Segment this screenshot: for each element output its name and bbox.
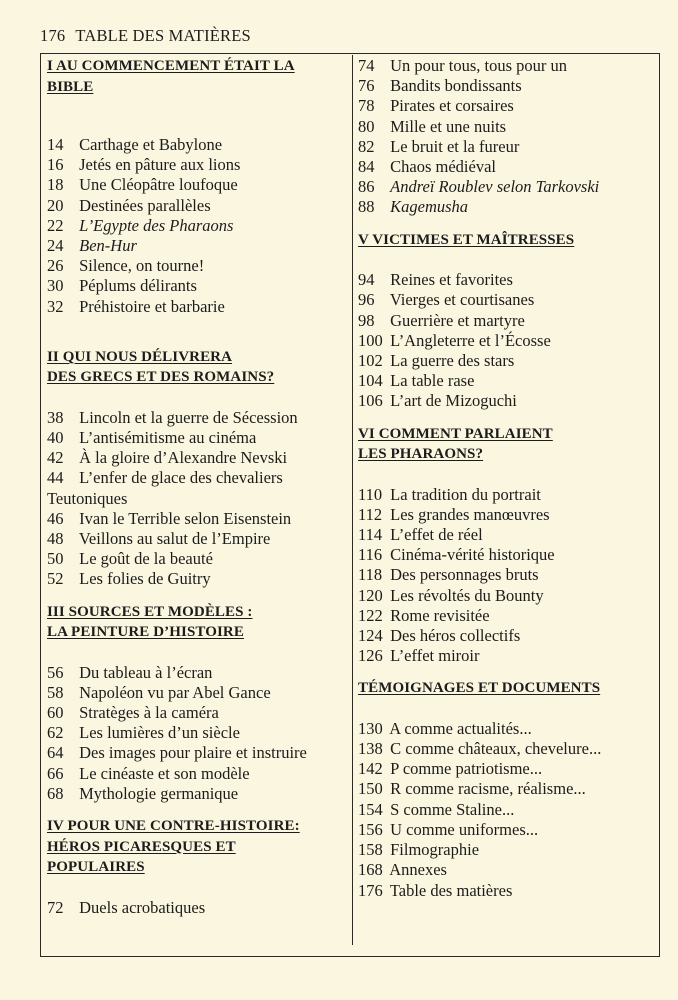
entry-page: 52 bbox=[47, 569, 64, 589]
section-title-line: BIBLE bbox=[47, 78, 94, 95]
entry-title: L’Angleterre et l’Écosse bbox=[390, 330, 551, 350]
entry-title: Andreï Roublev selon Tarkovski bbox=[390, 177, 600, 197]
toc-entry bbox=[47, 408, 347, 428]
toc-entry bbox=[358, 76, 654, 96]
entry-page: 112 bbox=[358, 504, 383, 524]
entry-title: Kagemusha bbox=[390, 197, 469, 217]
entry-page: 100 bbox=[358, 330, 383, 350]
toc-entry bbox=[47, 175, 347, 195]
entry-title: Stratèges à la caméra bbox=[79, 703, 219, 723]
toc-entry bbox=[358, 371, 654, 391]
toc-entry bbox=[47, 703, 347, 723]
toc-entry bbox=[47, 256, 347, 276]
entry-title: S comme Staline... bbox=[390, 799, 515, 819]
entry-title: L’Egypte des Pharaons bbox=[79, 215, 234, 235]
entry-page: 46 bbox=[47, 508, 64, 528]
entry-page: 86 bbox=[358, 177, 375, 197]
entry-title: Duels acrobatiques bbox=[79, 897, 206, 917]
entry-title: L’antisémitisme au cinéma bbox=[79, 428, 257, 448]
entry-page: 50 bbox=[47, 549, 64, 569]
entry-page: 68 bbox=[47, 783, 64, 803]
toc-entry bbox=[47, 276, 347, 296]
entry-title: Bandits bondissants bbox=[390, 76, 522, 96]
toc-entry bbox=[47, 135, 347, 155]
section-title-line: LA PEINTURE D’HISTOIRE bbox=[47, 624, 244, 641]
toc-entry bbox=[358, 177, 654, 197]
entry-page: 168 bbox=[358, 860, 383, 880]
section-title bbox=[47, 56, 347, 97]
entry-page: 122 bbox=[358, 605, 383, 625]
entry-page: 56 bbox=[47, 662, 64, 682]
toc-entry bbox=[47, 723, 347, 743]
toc-entry bbox=[358, 485, 654, 505]
toc-right-column bbox=[358, 56, 654, 901]
toc-entry bbox=[47, 549, 347, 569]
section-title bbox=[358, 424, 654, 465]
toc-entry bbox=[358, 137, 654, 157]
page-title: TABLE DES MATIÈRES bbox=[75, 26, 251, 45]
entry-page: 62 bbox=[47, 723, 64, 743]
toc-entry bbox=[358, 331, 654, 351]
entry-page: 126 bbox=[358, 646, 383, 666]
entry-title: À la gloire d’Alexandre Nevski bbox=[79, 448, 288, 468]
entry-page: 110 bbox=[358, 484, 383, 504]
entry-page: 64 bbox=[47, 743, 64, 763]
entry-title: Table des matières bbox=[389, 880, 513, 900]
entry-title: Des images pour plaire et instruire bbox=[79, 743, 307, 763]
entry-title: La table rase bbox=[390, 371, 475, 391]
entry-title: R comme racisme, réalisme... bbox=[390, 779, 586, 799]
entry-title: Le cinéaste et son modèle bbox=[79, 763, 250, 783]
toc-entry bbox=[358, 290, 654, 310]
entry-title: L’art de Mizoguchi bbox=[390, 391, 517, 411]
toc-entry bbox=[358, 626, 654, 646]
toc-entry bbox=[358, 545, 654, 565]
entry-title: Carthage et Babylone bbox=[79, 135, 223, 154]
toc-entry bbox=[358, 739, 654, 759]
entry-title: Cinéma-vérité historique bbox=[390, 545, 555, 565]
entry-page: 98 bbox=[358, 310, 375, 330]
toc-entry bbox=[358, 270, 654, 290]
entry-title: A comme actualités... bbox=[389, 718, 532, 738]
entry-page: 118 bbox=[358, 565, 383, 585]
entry-page: 24 bbox=[47, 236, 64, 256]
section-title-line: DES GRECS ET DES ROMAINS? bbox=[47, 369, 275, 386]
entry-title: Jetés en pâture aux lions bbox=[79, 155, 241, 175]
entry-title: Les folies de Guitry bbox=[79, 569, 211, 589]
section-title-line: II QUI NOUS DÉLIVRERA bbox=[47, 348, 233, 365]
toc-entry bbox=[358, 56, 654, 76]
entry-title: Reines et favorites bbox=[390, 270, 513, 290]
entry-title: L’effet de réel bbox=[390, 524, 483, 544]
section-title-line: TÉMOIGNAGES ET DOCUMENTS bbox=[358, 680, 601, 697]
toc-entry bbox=[358, 525, 654, 545]
section-title-line: III SOURCES ET MODÈLES : bbox=[47, 603, 253, 620]
entry-page: 30 bbox=[47, 276, 64, 296]
toc-entry bbox=[47, 764, 347, 784]
section-title-line: I AU COMMENCEMENT ÉTAIT LA bbox=[47, 58, 295, 74]
entry-title: Des personnages bruts bbox=[390, 565, 539, 585]
toc-entry bbox=[47, 448, 347, 468]
entry-page: 88 bbox=[358, 197, 375, 217]
section-title bbox=[47, 347, 347, 388]
entry-page: 22 bbox=[47, 215, 64, 235]
toc-entry bbox=[358, 820, 654, 840]
entry-page: 74 bbox=[358, 56, 375, 75]
toc-entry bbox=[47, 155, 347, 175]
entry-page: 84 bbox=[358, 157, 375, 177]
toc-left-column bbox=[47, 56, 347, 918]
page-number: 176 bbox=[40, 26, 66, 45]
toc-entry bbox=[47, 784, 347, 804]
entry-page: 154 bbox=[358, 799, 383, 819]
entry-title: Du tableau à l’écran bbox=[79, 662, 213, 682]
toc-entry bbox=[358, 565, 654, 585]
entry-title: L’enfer de glace des chevaliers bbox=[79, 468, 283, 488]
entry-title: Filmographie bbox=[390, 840, 480, 860]
entry-page: 38 bbox=[47, 407, 64, 427]
entry-title: Veillons au salut de l’Empire bbox=[78, 529, 271, 549]
entry-title: Lincoln et la guerre de Sécession bbox=[79, 407, 298, 427]
entry-page: 104 bbox=[358, 371, 383, 391]
entry-title: Ben-Hur bbox=[79, 236, 137, 256]
toc-entry bbox=[358, 860, 654, 880]
entry-page: 60 bbox=[47, 703, 64, 723]
entry-page: 48 bbox=[47, 529, 64, 549]
toc-entry bbox=[358, 117, 654, 137]
toc-entry bbox=[47, 898, 347, 918]
entry-title: La tradition du portrait bbox=[390, 484, 541, 504]
toc-entry bbox=[47, 196, 347, 216]
toc-entry bbox=[358, 586, 654, 606]
entry-title: U comme uniformes... bbox=[390, 819, 539, 839]
entry-page: 130 bbox=[358, 718, 383, 738]
entry-title: Napoléon vu par Abel Gance bbox=[79, 682, 271, 702]
toc-entry bbox=[358, 646, 654, 666]
entry-title: C comme châteaux, chevelure... bbox=[390, 739, 602, 759]
entry-page: 16 bbox=[47, 155, 64, 175]
entry-title: Guerrière et martyre bbox=[390, 310, 525, 330]
entry-title: Silence, on tourne! bbox=[79, 256, 205, 276]
section-title bbox=[358, 230, 654, 251]
section-title-line: VI COMMENT PARLAIENT bbox=[358, 425, 553, 442]
entry-title: P comme patriotisme... bbox=[390, 759, 543, 779]
toc-entry bbox=[47, 468, 347, 488]
entry-title: Les lumières d’un siècle bbox=[79, 723, 240, 743]
entry-title: Mille et une nuits bbox=[390, 116, 507, 136]
entry-page: 80 bbox=[358, 116, 375, 136]
entry-page: 114 bbox=[358, 524, 383, 544]
page-header bbox=[40, 26, 251, 46]
toc-entry bbox=[358, 197, 654, 217]
entry-title: Un pour tous, tous pour un bbox=[390, 56, 568, 75]
entry-page: 18 bbox=[47, 175, 64, 195]
toc-entry bbox=[47, 529, 347, 549]
entry-title: Des héros collectifs bbox=[390, 625, 521, 645]
entry-title: Destinées parallèles bbox=[79, 195, 211, 215]
entry-page: 158 bbox=[358, 840, 383, 860]
entry-page: 72 bbox=[47, 897, 64, 917]
entry-title: Annexes bbox=[389, 860, 447, 880]
entry-title: Pirates et corsaires bbox=[390, 96, 514, 116]
entry-title: Vierges et courtisanes bbox=[389, 290, 535, 310]
entry-page: 150 bbox=[358, 779, 383, 799]
toc-entry bbox=[47, 683, 347, 703]
entry-page: 20 bbox=[47, 195, 64, 215]
entry-title: Le goût de la beauté bbox=[79, 549, 213, 569]
entry-page: 58 bbox=[47, 682, 64, 702]
section-title-line: HÉROS PICARESQUES ET bbox=[47, 838, 236, 855]
entry-title: La guerre des stars bbox=[390, 350, 515, 370]
toc-entry bbox=[47, 216, 347, 236]
toc-entry bbox=[47, 569, 347, 589]
entry-title: Rome revisitée bbox=[390, 605, 490, 625]
toc-entry bbox=[358, 719, 654, 739]
entry-page: 26 bbox=[47, 256, 64, 276]
entry-title: Péplums délirants bbox=[79, 276, 197, 296]
entry-page: 44 bbox=[47, 468, 64, 488]
entry-title: Le bruit et la fureur bbox=[390, 136, 520, 156]
entry-page: 96 bbox=[358, 290, 375, 310]
toc-entry bbox=[358, 157, 654, 177]
entry-page: 156 bbox=[358, 819, 383, 839]
toc-entry bbox=[47, 663, 347, 683]
toc-entry bbox=[358, 311, 654, 331]
entry-page: 32 bbox=[47, 296, 64, 316]
section-title bbox=[358, 678, 654, 699]
entry-page: 120 bbox=[358, 585, 383, 605]
entry-page: 76 bbox=[358, 76, 375, 96]
toc-entry bbox=[47, 743, 347, 763]
entry-title: Une Cléopâtre loufoque bbox=[79, 175, 238, 195]
entry-title: Chaos médiéval bbox=[390, 157, 496, 177]
entry-page: 124 bbox=[358, 625, 383, 645]
entry-title: Les grandes manœuvres bbox=[390, 504, 550, 524]
entry-title: Préhistoire et barbarie bbox=[79, 296, 225, 316]
entry-page: 116 bbox=[358, 545, 383, 565]
toc-entry bbox=[358, 881, 654, 901]
entry-page: 142 bbox=[358, 759, 383, 779]
toc-entry bbox=[358, 779, 654, 799]
toc-entry bbox=[358, 505, 654, 525]
entry-page: 42 bbox=[47, 448, 64, 468]
entry-title: Ivan le Terrible selon Eisenstein bbox=[79, 508, 292, 528]
entry-title: Teutoniques bbox=[47, 488, 128, 508]
section-title bbox=[47, 602, 347, 643]
entry-title: Mythologie germanique bbox=[79, 783, 239, 803]
toc-entry bbox=[358, 391, 654, 411]
column-divider bbox=[352, 55, 353, 945]
entry-page: 40 bbox=[47, 428, 64, 448]
section-title-line: IV POUR UNE CONTRE-HISTOIRE: bbox=[47, 818, 300, 835]
section-title bbox=[47, 816, 347, 878]
toc-entry bbox=[358, 96, 654, 116]
toc-entry bbox=[358, 800, 654, 820]
entry-page: 94 bbox=[358, 270, 375, 290]
toc-entry bbox=[358, 840, 654, 860]
entry-page: 78 bbox=[358, 96, 375, 116]
toc-entry bbox=[358, 606, 654, 626]
entry-page: 138 bbox=[358, 739, 383, 759]
entry-page: 106 bbox=[358, 391, 383, 411]
entry-page: 102 bbox=[358, 350, 383, 370]
entry-page: 82 bbox=[358, 136, 375, 156]
section-title-line: V VICTIMES ET MAÎTRESSES bbox=[358, 231, 575, 248]
section-title-line: LES PHARAONS? bbox=[358, 446, 484, 463]
entry-title: Les révoltés du Bounty bbox=[390, 585, 544, 605]
entry-page: 14 bbox=[47, 135, 64, 154]
toc-entry-continuation bbox=[47, 489, 347, 509]
toc-entry bbox=[47, 428, 347, 448]
toc-entry bbox=[47, 236, 347, 256]
entry-page: 66 bbox=[47, 763, 64, 783]
entry-page: 176 bbox=[358, 880, 383, 900]
section-title-line: POPULAIRES bbox=[47, 859, 145, 876]
toc-entry bbox=[47, 509, 347, 529]
toc-entry bbox=[358, 759, 654, 779]
toc-entry bbox=[358, 351, 654, 371]
toc-entry bbox=[47, 297, 347, 317]
entry-title: L’effet miroir bbox=[390, 646, 480, 666]
